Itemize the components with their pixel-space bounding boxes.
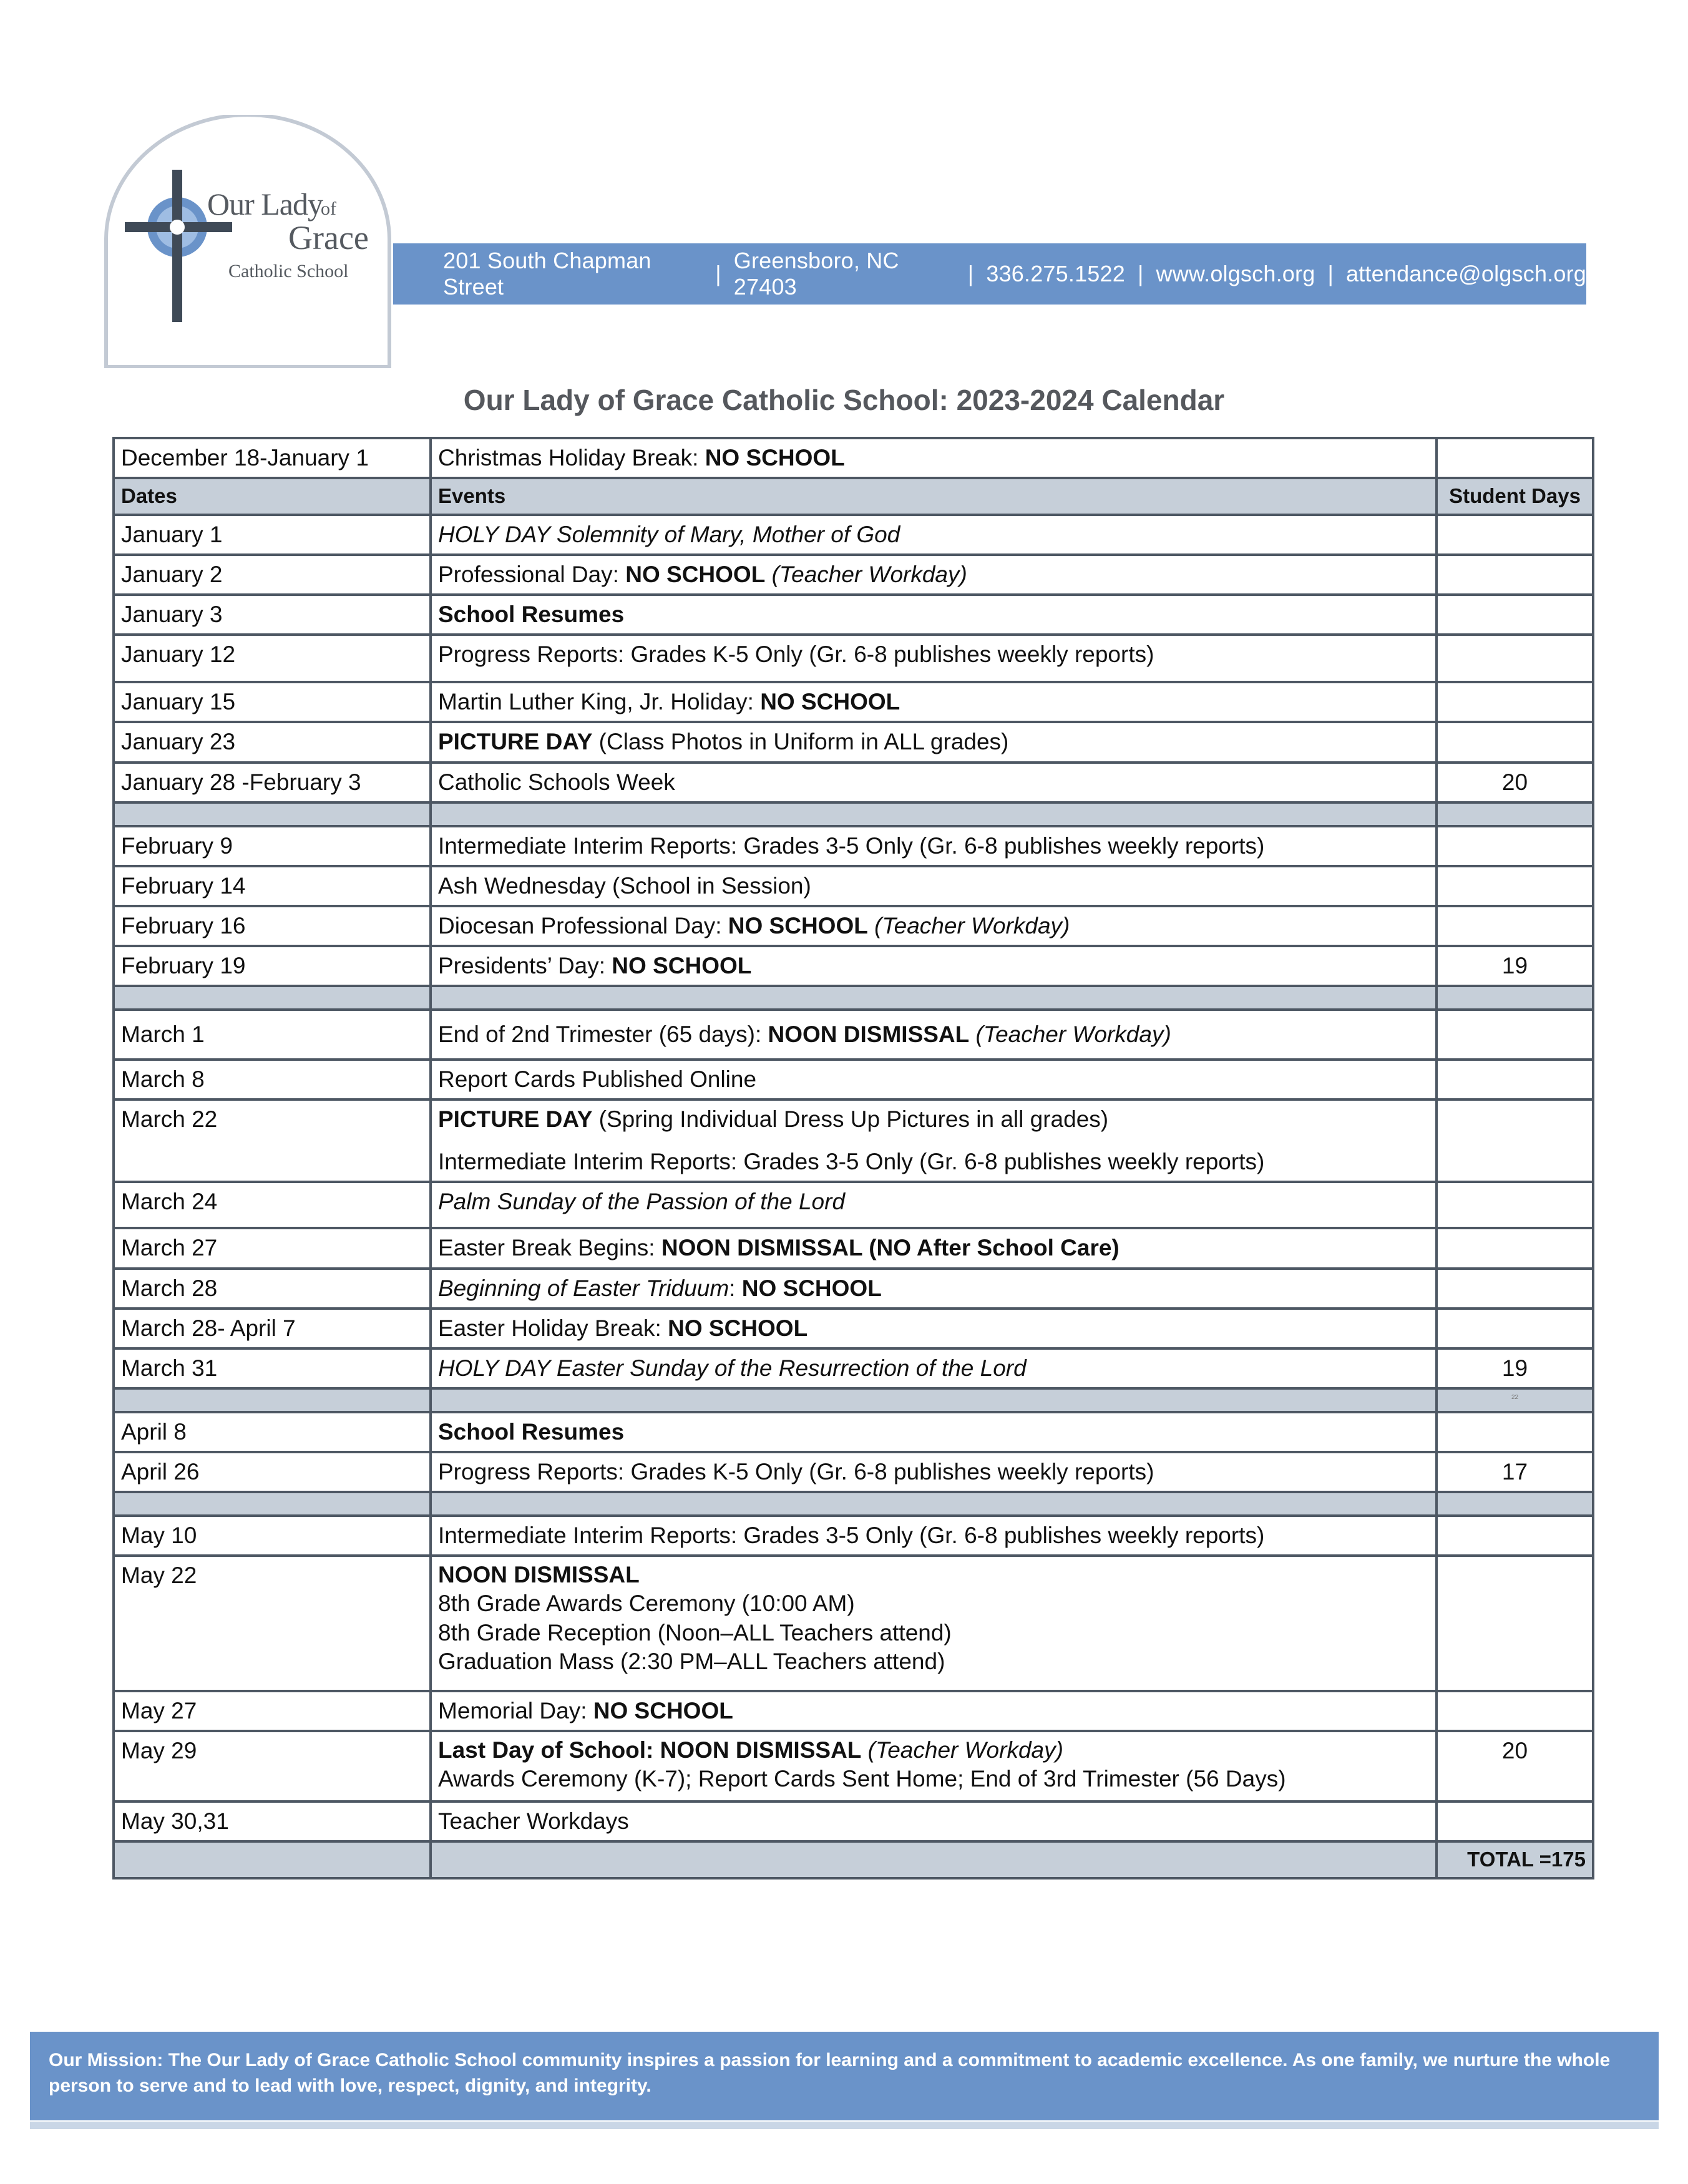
- spacer-row: [114, 1388, 1593, 1412]
- event-cell: HOLY DAY Easter Sunday of the Resurrection of the Lord: [431, 1348, 1437, 1388]
- date-cell: May 29: [114, 1731, 431, 1801]
- days-cell: [1437, 906, 1593, 946]
- days-cell: [1437, 1412, 1593, 1452]
- date-cell: March 28: [114, 1269, 431, 1309]
- days-cell: [1437, 1182, 1593, 1228]
- spacer-row: [114, 1492, 1593, 1516]
- table-row: [114, 866, 1593, 906]
- days-cell: [1437, 1309, 1593, 1348]
- event-cell: PICTURE DAY (Class Photos in Uniform in ALL grades): [431, 722, 1437, 762]
- table-row: [114, 595, 1593, 635]
- date-cell: March 1: [114, 1010, 431, 1060]
- event-cell: End of 2nd Trimester (65 days): NOON DISMISSAL (Teacher Workday): [431, 1010, 1437, 1060]
- days-cell: [1437, 635, 1593, 682]
- days-cell: [1437, 682, 1593, 722]
- days-cell: [1437, 1228, 1593, 1268]
- table-row: [114, 946, 1593, 986]
- table-row: [114, 1099, 1593, 1182]
- event-cell: School Resumes: [431, 1412, 1437, 1452]
- table-row: [114, 1348, 1593, 1388]
- table-row: [114, 722, 1593, 762]
- header-student-days: Student Days: [1437, 478, 1593, 515]
- table-row: [114, 1309, 1593, 1348]
- event-cell: Progress Reports: Grades K-5 Only (Gr. 6-8 publishes weekly reports): [431, 635, 1437, 682]
- date-cell: March 27: [114, 1228, 431, 1268]
- days-cell: [1437, 1099, 1593, 1182]
- date-cell: February 9: [114, 826, 431, 866]
- event-cell: Progress Reports: Grades K-5 Only (Gr. 6-8 publishes weekly reports): [431, 1452, 1437, 1492]
- event-cell: Memorial Day: NO SCHOOL: [431, 1691, 1437, 1731]
- spacer-row: [114, 802, 1593, 826]
- logo-text-our-lady: Our Lady: [207, 187, 323, 222]
- date-cell: February 19: [114, 946, 431, 986]
- event-cell: School Resumes: [431, 595, 1437, 635]
- date-cell: May 10: [114, 1516, 431, 1556]
- date-cell: March 22: [114, 1099, 431, 1182]
- days-cell: [1437, 1801, 1593, 1841]
- phone: 336.275.1522: [986, 261, 1125, 286]
- table-row: [114, 1516, 1593, 1556]
- table-row: [114, 1182, 1593, 1228]
- page-title: Our Lady of Grace Catholic School: 2023-2024 Calendar: [463, 384, 1225, 416]
- table-row: [114, 515, 1593, 555]
- event-cell: Martin Luther King, Jr. Holiday: NO SCHOOL: [431, 682, 1437, 722]
- table-row: [114, 1691, 1593, 1731]
- total-student-days: TOTAL =175: [1437, 1841, 1593, 1878]
- city: Greensboro, NC 27403: [733, 248, 899, 300]
- separator: |: [967, 261, 974, 286]
- event-cell: Intermediate Interim Reports: Grades 3-5 Only (Gr. 6-8 publishes weekly reports): [431, 826, 1437, 866]
- event-cell: HOLY DAY Solemnity of Mary, Mother of God: [431, 515, 1437, 555]
- event-cell: Teacher Workdays: [431, 1801, 1437, 1841]
- days-cell: [1437, 1556, 1593, 1691]
- table-row: [114, 1452, 1593, 1492]
- table-row: [114, 1010, 1593, 1060]
- event-cell: Last Day of School: NOON DISMISSAL (Teacher Workday) Awards Ceremony (K-7); Report Cards Sent Home; End of 3rd Trimester (56 Days): [431, 1731, 1437, 1801]
- days-cell: [1437, 1691, 1593, 1731]
- spacer-note: 22: [1511, 1393, 1519, 1401]
- date-cell: March 8: [114, 1060, 431, 1099]
- date-cell: May 22: [114, 1556, 431, 1691]
- table-row: [114, 826, 1593, 866]
- table-row: [114, 438, 1593, 478]
- event-cell: PICTURE DAY (Spring Individual Dress Up Pictures in all grades) Intermediate Interim Reports: Grades 3-5 Only (Gr. 6-8 publishes weekly reports): [431, 1099, 1437, 1182]
- event-cell: NOON DISMISSAL 8th Grade Awards Ceremony (10:00 AM) 8th Grade Reception (Noon–ALL Teachers attend) Graduation Mass (2:30 PM–ALL Teachers attend): [431, 1556, 1437, 1691]
- mission-statement: Our Mission: The Our Lady of Grace Catholic School community inspires a passion for learning and a commitment to academic excellence. As one family, we nurture the whole person to serve and to lead with love, respect, dignity, and integrity.: [30, 2032, 1659, 2120]
- table-row: [114, 1731, 1593, 1801]
- table-header-row: [114, 478, 1593, 515]
- date-cell: February 16: [114, 906, 431, 946]
- address: 201 South Chapman Street: [443, 248, 651, 300]
- table-row: [114, 1412, 1593, 1452]
- date-cell: March 24: [114, 1182, 431, 1228]
- website-link[interactable]: www.olgsch.org: [1156, 261, 1315, 286]
- date-cell: January 12: [114, 635, 431, 682]
- header-events: Events: [431, 478, 1437, 515]
- table-row: [114, 555, 1593, 595]
- date-cell: April 26: [114, 1452, 431, 1492]
- days-cell: [1437, 1060, 1593, 1099]
- table-row: [114, 635, 1593, 682]
- date-cell: March 28- April 7: [114, 1309, 431, 1348]
- event-cell: Presidents’ Day: NO SCHOOL: [431, 946, 1437, 986]
- table-row: [114, 1801, 1593, 1841]
- logo-text-grace: Grace: [288, 219, 369, 256]
- footer-rule: [30, 2122, 1659, 2129]
- event-cell: Christmas Holiday Break: NO SCHOOL: [431, 438, 1437, 478]
- separator: |: [715, 261, 721, 286]
- days-cell: [1437, 1269, 1593, 1309]
- days-cell: 20: [1437, 1731, 1593, 1801]
- calendar-table: [112, 437, 1594, 1879]
- spacer-row: [114, 986, 1593, 1010]
- table-row: [114, 763, 1593, 802]
- table-row: [114, 1269, 1593, 1309]
- logo-text-of: of: [321, 198, 336, 219]
- event-cell: Diocesan Professional Day: NO SCHOOL (Teacher Workday): [431, 906, 1437, 946]
- table-row: [114, 906, 1593, 946]
- days-cell: [1437, 515, 1593, 555]
- event-cell: Catholic Schools Week: [431, 763, 1437, 802]
- date-cell: February 14: [114, 866, 431, 906]
- event-cell: Ash Wednesday (School in Session): [431, 866, 1437, 906]
- days-cell: [1437, 826, 1593, 866]
- date-cell: December 18-January 1: [114, 438, 431, 478]
- separator: |: [1327, 261, 1334, 286]
- event-cell: Professional Day: NO SCHOOL (Teacher Workday): [431, 555, 1437, 595]
- date-cell: May 30,31: [114, 1801, 431, 1841]
- total-row: [114, 1841, 1593, 1878]
- event-cell: Palm Sunday of the Passion of the Lord: [431, 1182, 1437, 1228]
- days-cell: [1437, 1010, 1593, 1060]
- date-cell: May 27: [114, 1691, 431, 1731]
- date-cell: January 15: [114, 682, 431, 722]
- event-cell: Intermediate Interim Reports: Grades 3-5 Only (Gr. 6-8 publishes weekly reports): [431, 1516, 1437, 1556]
- email-link[interactable]: attendance@olgsch.org: [1346, 261, 1586, 286]
- days-cell: [1437, 722, 1593, 762]
- event-cell: Easter Break Begins: NOON DISMISSAL (NO After School Care): [431, 1228, 1437, 1268]
- days-cell: 19: [1437, 946, 1593, 986]
- date-cell: January 3: [114, 595, 431, 635]
- table-row: [114, 1228, 1593, 1268]
- logo-text-catholic-school: Catholic School: [228, 261, 349, 281]
- date-cell: January 1: [114, 515, 431, 555]
- event-cell: Report Cards Published Online: [431, 1060, 1437, 1099]
- days-cell: 20: [1437, 763, 1593, 802]
- days-cell: [1437, 595, 1593, 635]
- table-row: [114, 682, 1593, 722]
- date-cell: January 23: [114, 722, 431, 762]
- date-cell: January 28 -February 3: [114, 763, 431, 802]
- separator: |: [1137, 261, 1144, 286]
- date-cell: March 31: [114, 1348, 431, 1388]
- days-cell: [1437, 555, 1593, 595]
- days-cell: [1437, 438, 1593, 478]
- table-row: [114, 1060, 1593, 1099]
- days-cell: [1437, 1516, 1593, 1556]
- date-cell: January 2: [114, 555, 431, 595]
- table-row: [114, 1556, 1593, 1691]
- contact-bar: [393, 243, 1586, 305]
- header-dates: Dates: [114, 478, 431, 515]
- event-cell: Easter Holiday Break: NO SCHOOL: [431, 1309, 1437, 1348]
- days-cell: [1437, 866, 1593, 906]
- days-cell: 19: [1437, 1348, 1593, 1388]
- date-cell: April 8: [114, 1412, 431, 1452]
- event-cell: Beginning of Easter Triduum: NO SCHOOL: [431, 1269, 1437, 1309]
- days-cell: 17: [1437, 1452, 1593, 1492]
